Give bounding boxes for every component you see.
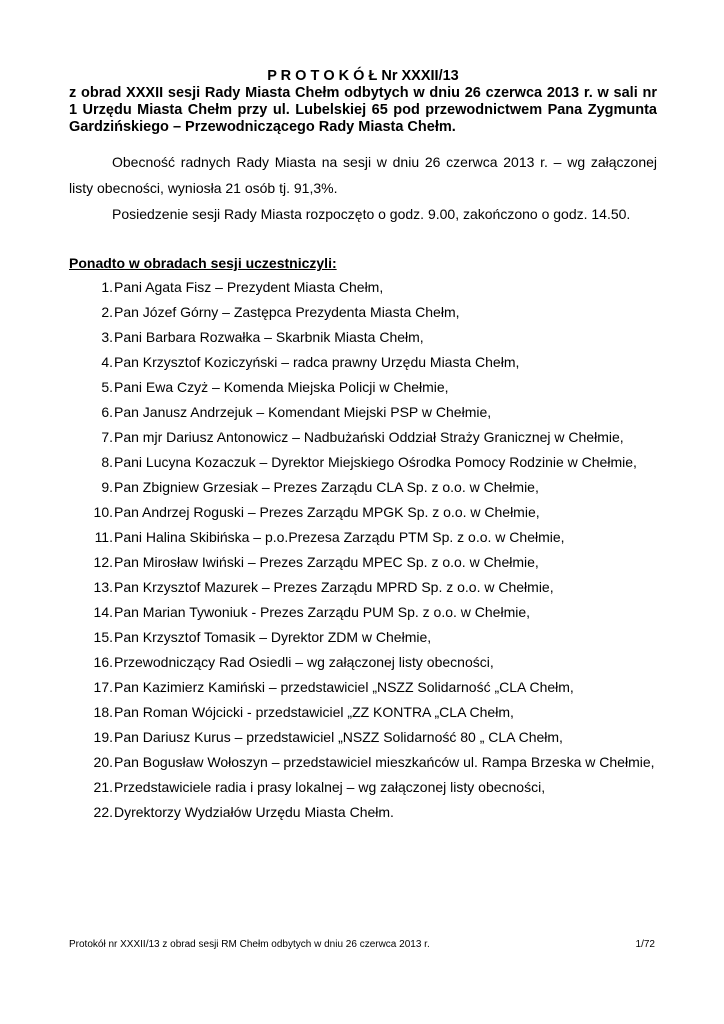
list-item-number: 3. xyxy=(101,329,113,345)
list-item xyxy=(69,750,657,775)
list-item-number: 18. xyxy=(93,704,113,720)
list-item-number: 1. xyxy=(101,279,113,295)
list-item-text: Pan Roman Wójcicki - przedstawiciel „ZZ KONTRA „CLA Chełm, xyxy=(114,704,514,720)
list-item-text: Pan Krzysztof Koziczyński – radca prawny Urzędu Miasta Chełm, xyxy=(114,354,520,370)
list-item xyxy=(69,425,657,450)
list-item-text: Pani Ewa Czyż – Komenda Miejska Policji w Chełmie, xyxy=(114,379,449,395)
list-item-text: Pan Kazimierz Kamiński – przedstawiciel „NSZZ Solidarność „CLA Chełm, xyxy=(114,679,574,695)
participants-heading: Ponadto w obradach sesji uczestniczyli: xyxy=(69,255,337,271)
list-item-number: 15. xyxy=(93,629,113,645)
list-item-number: 14. xyxy=(93,604,113,620)
list-item xyxy=(69,500,657,525)
list-item xyxy=(69,675,657,700)
list-item xyxy=(69,775,657,800)
list-item-number: 21. xyxy=(93,779,113,795)
list-item-number: 12. xyxy=(93,554,113,570)
session-time-paragraph: Posiedzenie sesji Rady Miasta rozpoczęto o godz. 9.00, zakończono o godz. 14.50. xyxy=(112,206,631,222)
attendance-paragraph: Obecność radnych Rady Miasta na sesji w dniu 26 czerwca 2013 r. – wg załączonej listy obecności, wyniosła 21 osób tj. 91,3%. xyxy=(69,154,657,196)
list-item xyxy=(69,525,657,550)
list-item-text: Przewodniczący Rad Osiedli – wg załączonej listy obecności, xyxy=(114,654,494,670)
list-item-text: Pan Józef Górny – Zastępca Prezydenta Miasta Chełm, xyxy=(114,304,460,320)
list-item-number: 10. xyxy=(93,504,113,520)
list-item xyxy=(69,375,657,400)
list-item-text: Pan Janusz Andrzejuk – Komendant Miejski PSP w Chełmie, xyxy=(114,404,492,420)
protocol-header xyxy=(69,68,657,136)
list-item-number: 20. xyxy=(93,754,113,770)
list-item-number: 16. xyxy=(93,654,113,670)
list-item-number: 5. xyxy=(101,379,113,395)
list-item xyxy=(69,350,657,375)
list-item-text: Pani Lucyna Kozaczuk – Dyrektor Miejskiego Ośrodka Pomocy Rodzinie w Chełmie, xyxy=(114,454,637,470)
list-item-number: 4. xyxy=(101,354,113,370)
list-item xyxy=(69,725,657,750)
page-number: 1/72 xyxy=(635,939,655,950)
list-item-text: Dyrektorzy Wydziałów Urzędu Miasta Chełm. xyxy=(114,804,394,820)
list-item-text: Pani Halina Skibińska – p.o.Prezesa Zarządu PTM Sp. z o.o. w Chełmie, xyxy=(114,529,565,545)
list-item-number: 6. xyxy=(101,404,113,420)
list-item-text: Pan Andrzej Roguski – Prezes Zarządu MPGK Sp. z o.o. w Chełmie, xyxy=(114,504,540,520)
list-item xyxy=(69,625,657,650)
list-item xyxy=(69,800,657,825)
footer-caption: Protokół nr XXXII/13 z obrad sesji RM Chełm odbytych w dniu 26 czerwca 2013 r. xyxy=(69,939,430,950)
protocol-subtitle: z obrad XXXII sesji Rady Miasta Chełm odbytych w dniu 26 czerwca 2013 r. w sali nr 1 Urzędu Miasta Chełm przy ul. Lubelskiej 65 pod przewodnictwem Pana Zygmunta Gardzińskiego – Przewodniczącego Rady Miasta Chełm. xyxy=(69,85,657,135)
list-item xyxy=(69,700,657,725)
list-item-text: Pan mjr Dariusz Antonowicz – Nadbużański Oddział Straży Granicznej w Chełmie, xyxy=(114,429,624,445)
list-item-number: 13. xyxy=(93,579,113,595)
list-item xyxy=(69,575,657,600)
list-item-number: 17. xyxy=(93,679,113,695)
list-item-text: Przedstawiciele radia i prasy lokalnej – wg załączonej listy obecności, xyxy=(114,779,546,795)
list-item xyxy=(69,275,657,300)
list-item-number: 11. xyxy=(94,529,113,545)
list-item xyxy=(69,325,657,350)
protocol-title: P R O T O K Ó Ł Nr XXXII/13 xyxy=(267,68,459,84)
list-item-text: Pan Bogusław Wołoszyn – przedstawiciel mieszkańców ul. Rampa Brzeska w Chełmie, xyxy=(114,754,655,770)
list-item xyxy=(69,300,657,325)
list-item-text: Pani Barbara Rozwałka – Skarbnik Miasta Chełm, xyxy=(114,329,424,345)
list-item-text: Pan Zbigniew Grzesiak – Prezes Zarządu CLA Sp. z o.o. w Chełmie, xyxy=(114,479,539,495)
list-item xyxy=(69,450,657,475)
list-item-number: 9. xyxy=(101,479,113,495)
list-item xyxy=(69,550,657,575)
list-item-text: Pan Marian Tywoniuk - Prezes Zarządu PUM Sp. z o.o. w Chełmie, xyxy=(114,604,531,620)
list-item-text: Pan Krzysztof Tomasik – Dyrektor ZDM w Chełmie, xyxy=(114,629,432,645)
list-item-text: Pan Krzysztof Mazurek – Prezes Zarządu MPRD Sp. z o.o. w Chełmie, xyxy=(114,579,554,595)
participants-list xyxy=(69,275,657,825)
list-item-text: Pan Mirosław Iwiński – Prezes Zarządu MPEC Sp. z o.o. w Chełmie, xyxy=(114,554,539,570)
list-item-number: 2. xyxy=(101,304,113,320)
list-item-text: Pan Dariusz Kurus – przedstawiciel „NSZZ Solidarność 80 „ CLA Chełm, xyxy=(114,729,563,745)
list-item xyxy=(69,400,657,425)
list-item xyxy=(69,650,657,675)
list-item-number: 19. xyxy=(93,729,113,745)
list-item xyxy=(69,475,657,500)
list-item-number: 8. xyxy=(101,454,113,470)
list-item-text: Pani Agata Fisz – Prezydent Miasta Chełm, xyxy=(114,279,384,295)
list-item xyxy=(69,600,657,625)
list-item-number: 22. xyxy=(93,804,113,820)
list-item-number: 7. xyxy=(101,429,113,445)
